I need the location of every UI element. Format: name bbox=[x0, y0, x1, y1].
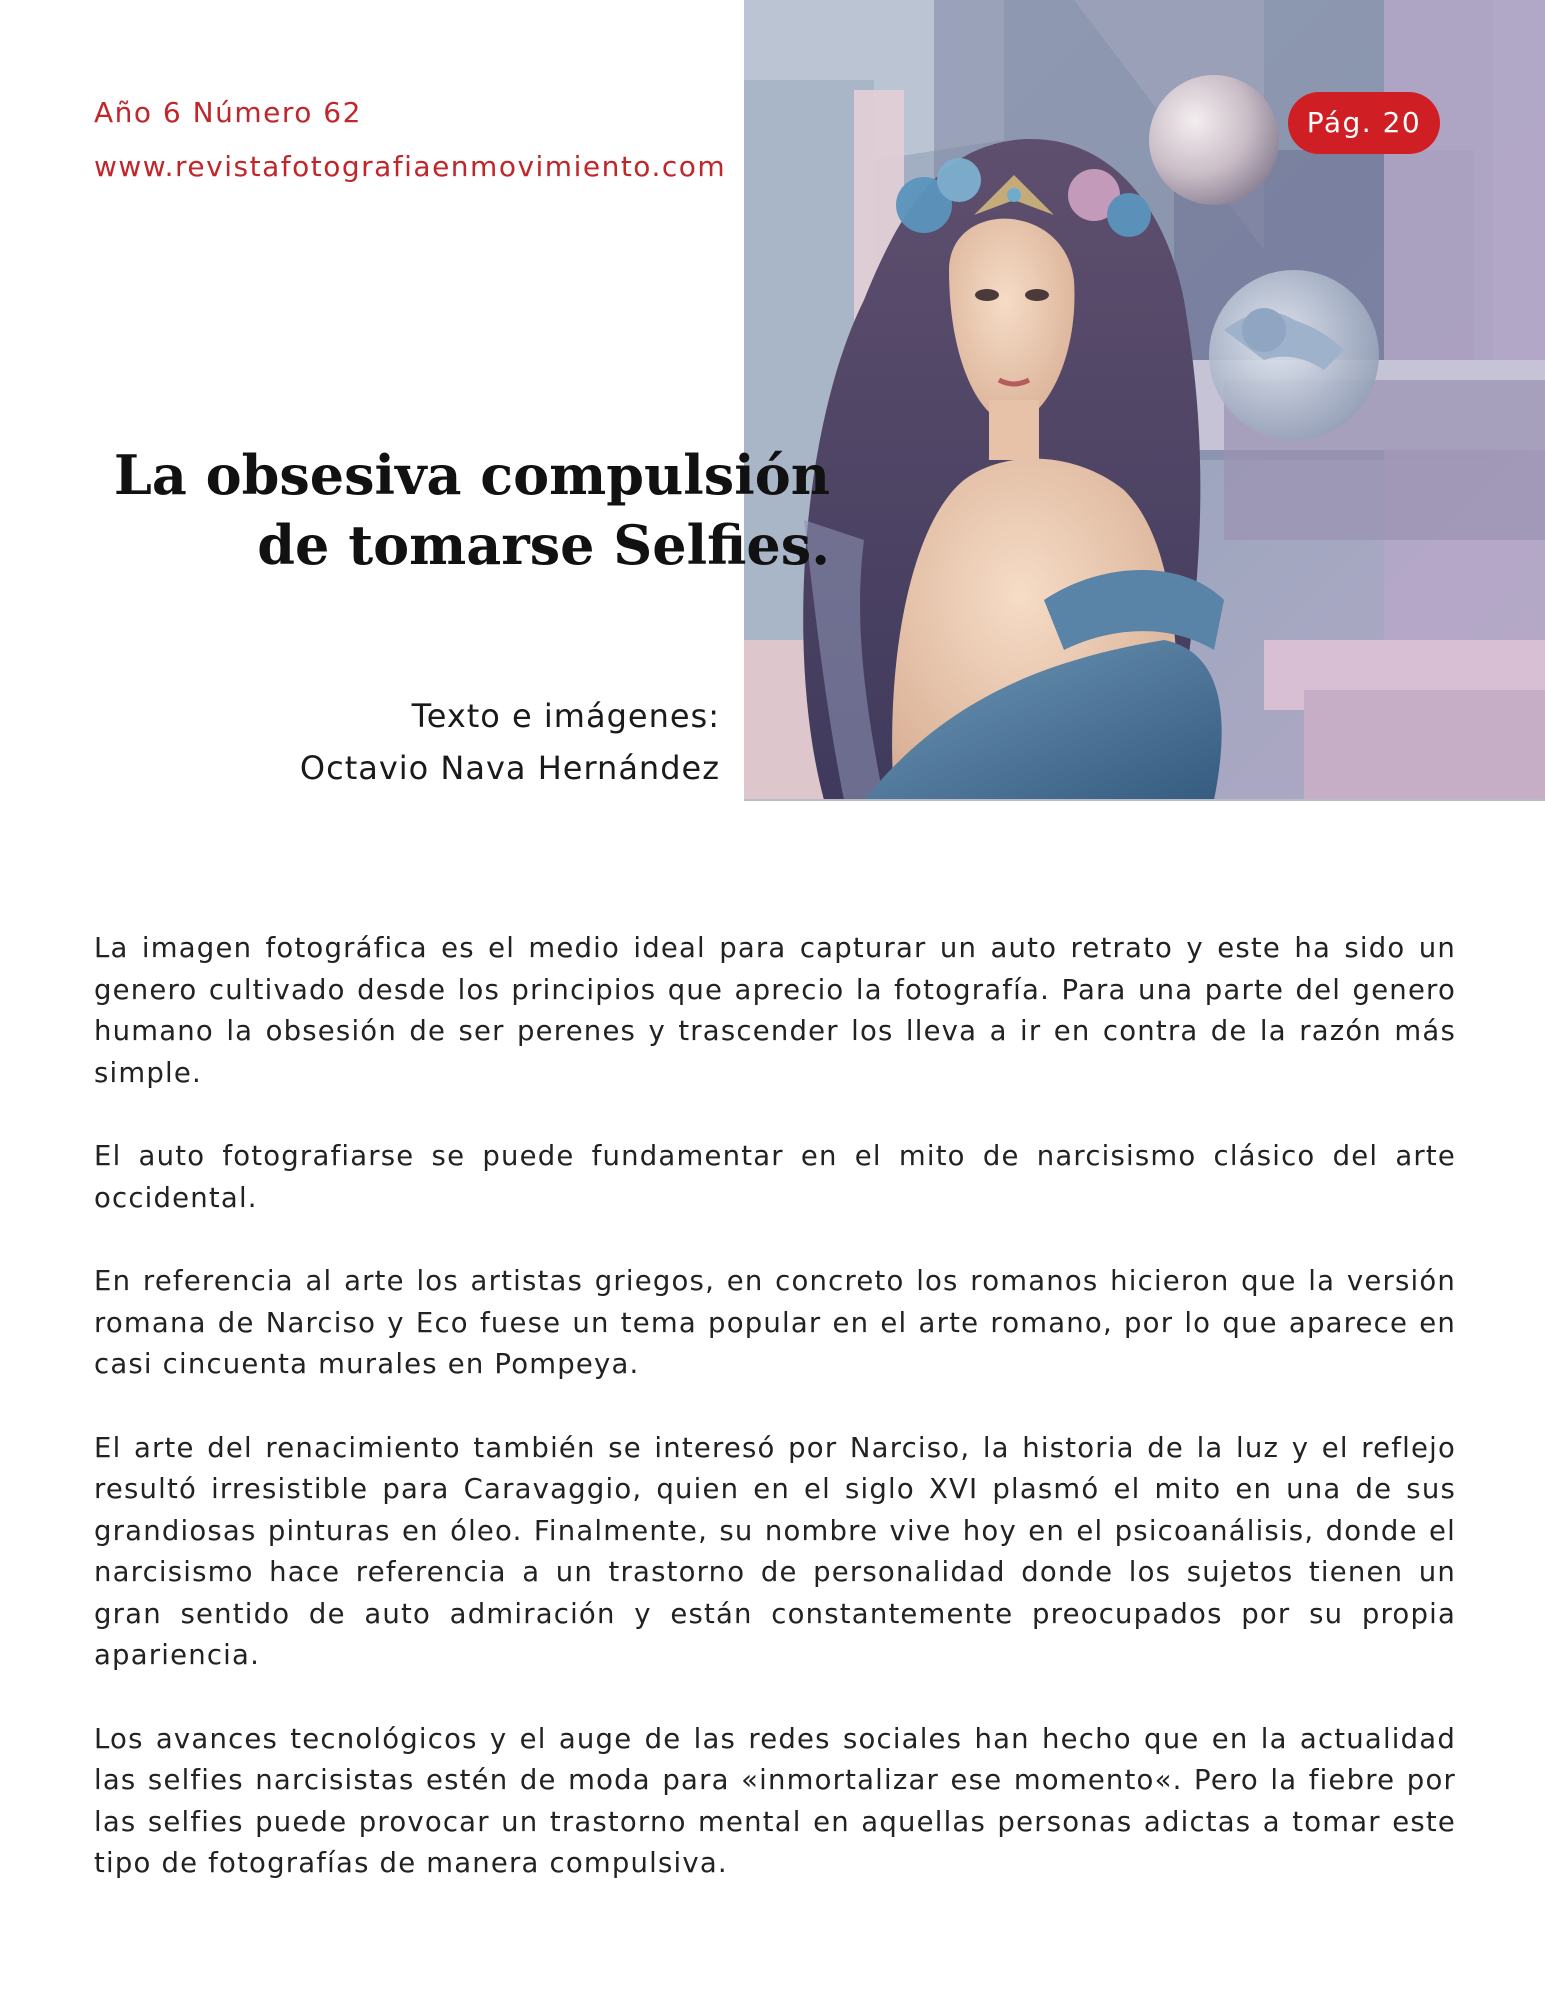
paragraph-3: En referencia al arte los artistas griegos, en concreto los romanos hicieron que la versión romana de Narciso y Eco fuese un tema popular en el arte romano, por lo que aparece en casi cincuenta murales en Pompeya. bbox=[94, 1265, 1456, 1380]
article-title bbox=[60, 440, 830, 580]
credit-author: Octavio Nava Hernández bbox=[299, 749, 720, 787]
page-number-badge: Pág. 20 bbox=[1288, 92, 1440, 154]
masthead bbox=[94, 86, 726, 194]
article-body bbox=[94, 928, 1456, 1927]
article-title-line-1: La obsesiva compulsión bbox=[113, 443, 830, 507]
paragraph-4: El arte del renacimiento también se interesó por Narciso, la historia de la luz y el reflejo resultó irresistible para Caravaggio, quien en el siglo XVI plasmó el mito en una de sus grandiosas pinturas en óleo. Finalmente, su nombre vive hoy en el psicoanálisis, donde el narcisismo hace referencia a un trastorno de personalidad donde los sujetos tienen un gran sentido de auto admiración y están constantemente preocupados por su propia apariencia. bbox=[94, 1431, 1456, 1671]
article-title-line-2: de tomarse Selfies. bbox=[257, 513, 830, 577]
paragraph-1: La imagen fotográfica es el medio ideal para capturar un auto retrato y este ha sido un genero cultivado desde los principios que aprecio la fotografía. Para una parte del genero humano la obsesión de ser perenes y trascender los lleva a ir en contra de la razón más simple. bbox=[94, 932, 1456, 1089]
paragraph-5: Los avances tecnológicos y el auge de las redes sociales han hecho que en la actualidad las selfies narcisistas estén de moda para «inmortalizar ese momento«. Pero la fiebre por las selfies puede provocar un trastorno mental en aquellas personas adictas a tomar este tipo de fotografías de manera compulsiva. bbox=[94, 1722, 1456, 1879]
website-link[interactable]: www.revistafotografiaenmovimiento.com bbox=[94, 150, 727, 183]
article-credits bbox=[150, 690, 720, 794]
issue-label: Año 6 Número 62 bbox=[94, 96, 362, 129]
illustration-bottom-rule bbox=[744, 799, 1545, 801]
credit-label: Texto e imágenes: bbox=[411, 697, 720, 735]
paragraph-2: El auto fotografiarse se puede fundamentar en el mito de narcisismo clásico del arte occidental. bbox=[94, 1140, 1456, 1214]
